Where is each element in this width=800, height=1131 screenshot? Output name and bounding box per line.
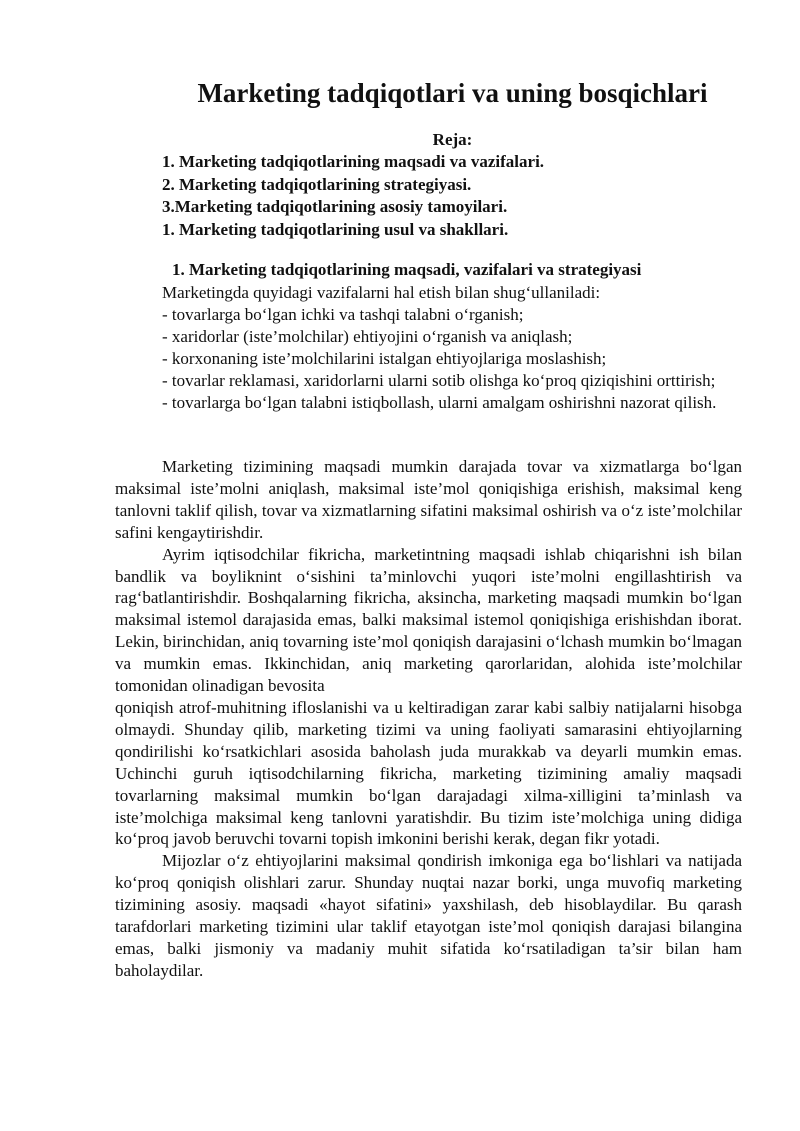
paragraph: Ayrim iqtisodchilar fikricha, marketintning maqsadi ishlab chiqarishni ish bilan bandlik va boyliknint o‘sishini ta’minlovchi yuqori iste’molni engillashtirish va rag‘batlantirishdir. Boshqalarning fikricha, aksincha, marketing maqsadi mumkin bo‘lgan maksimal istemol darajasida emas, balki maksimal istemol qoniqishiga erishishdan iborat. Lekin, birinchidan, aniq tovarning iste’mol qoniqish darajasini o‘lchash mumkin bo‘lmagan va mumkin emas. Ikkinchidan, aniq marketing qarorlaridan, alohida iste’molchilar tomonidan olinadigan bevosita [115,544,742,696]
plan-item: 1. Marketing tadqiqotlarining maqsadi va vazifalari. [162,152,545,171]
task-item: - korxonaning iste’molchilarini istalgan ehtiyojlariga moslashish; [162,349,607,368]
intro-text: Marketingda quyidagi vazifalarni hal etish bilan shug‘ullaniladi: [162,283,601,302]
plan-item: 3.Marketing tadqiqotlarining asosiy tamoyilari. [162,197,508,216]
task-item: - tovarlar reklamasi, xaridorlarni ularni sotib olishga ko‘proq qiziqishini orttirish; [162,371,716,390]
paragraph: qoniqish atrof-muhitning ifloslanishi va u keltiradigan zarar kabi salbiy natijalarni hisobga olmaydi. Shunday qilib, marketing tizimi va uning faoliyati samarasini ehtiyojlarning qondirilishi ko‘rsatkichlari asosida baholash juda murakkab va deyarli mumkin emas. Uchinchi guruh iqtisodchilarning fikricha, marketing tizimining amaliy maqsadi tovarlarning maksimal mumkin bo‘lgan darajadagi xilma-xilligini ta’minlash va iste’molchiga maksimal keng tanlovni yaratishdir. Bu tizim iste’molchiga uning didiga ko‘proq javob beruvchi tovarni topish imkonini berishi kerak, degan fikr yotadi. [115,697,742,849]
task-item: - tovarlarga bo‘lgan ichki va tashqi talabni o‘rganish; [162,305,524,324]
plan-list [162,151,762,241]
plan-item: 1. Marketing tadqiqotlarining usul va shakllari. [162,219,509,239]
task-item: - tovarlarga bo‘lgan talabni istiqbollash, ularni amalgam oshirishni nazorat qilish. [162,393,717,412]
document-title: Marketing tadqiqotlari va uning bosqichlari [197,78,708,108]
body-text [115,456,742,982]
plan-item: 2. Marketing tadqiqotlarining strategiyasi. [162,174,472,194]
task-list [162,304,742,414]
plan-heading: Reja: [432,130,473,149]
paragraph: Mijozlar o‘z ehtiyojlarini maksimal qondirish imkoniga ega bo‘lishlari va natijada ko‘proq qoniqish olishlari zarur. Shunday nuqtai nazar borki, unga muvofiq marketing tizimining asosiy. maqsadi «hayot sifatini» yaxshilash, deb hisoblaydilar. Bu qarash tarafdorlari marketing tizimini ular taklif etayotgan iste’mol qoniqish darajasi bilangina emas, balki jismoniy va madaniy muhit sifatida ko‘rsatiladigan ta’sir bilan ham baholaydilar. [115,851,742,980]
task-item: - xaridorlar (iste’molchilar) ehtiyojini o‘rganish va aniqlash; [162,327,573,346]
section-heading: 1. Marketing tadqiqotlarining maqsadi, vazifalari va strategiyasi [172,260,642,279]
paragraph: Marketing tizimining maqsadi mumkin darajada tovar va xizmatlarga bo‘lgan maksimal iste’molni aniqlash, maksimal iste’mol qoniqishiga erishish, maksimal keng tanlovni taklif qilish, tovar va xizmatlarning sifatini maksimal oshirish va o‘z iste’molchilar safini kengaytirishdir. [115,457,742,542]
